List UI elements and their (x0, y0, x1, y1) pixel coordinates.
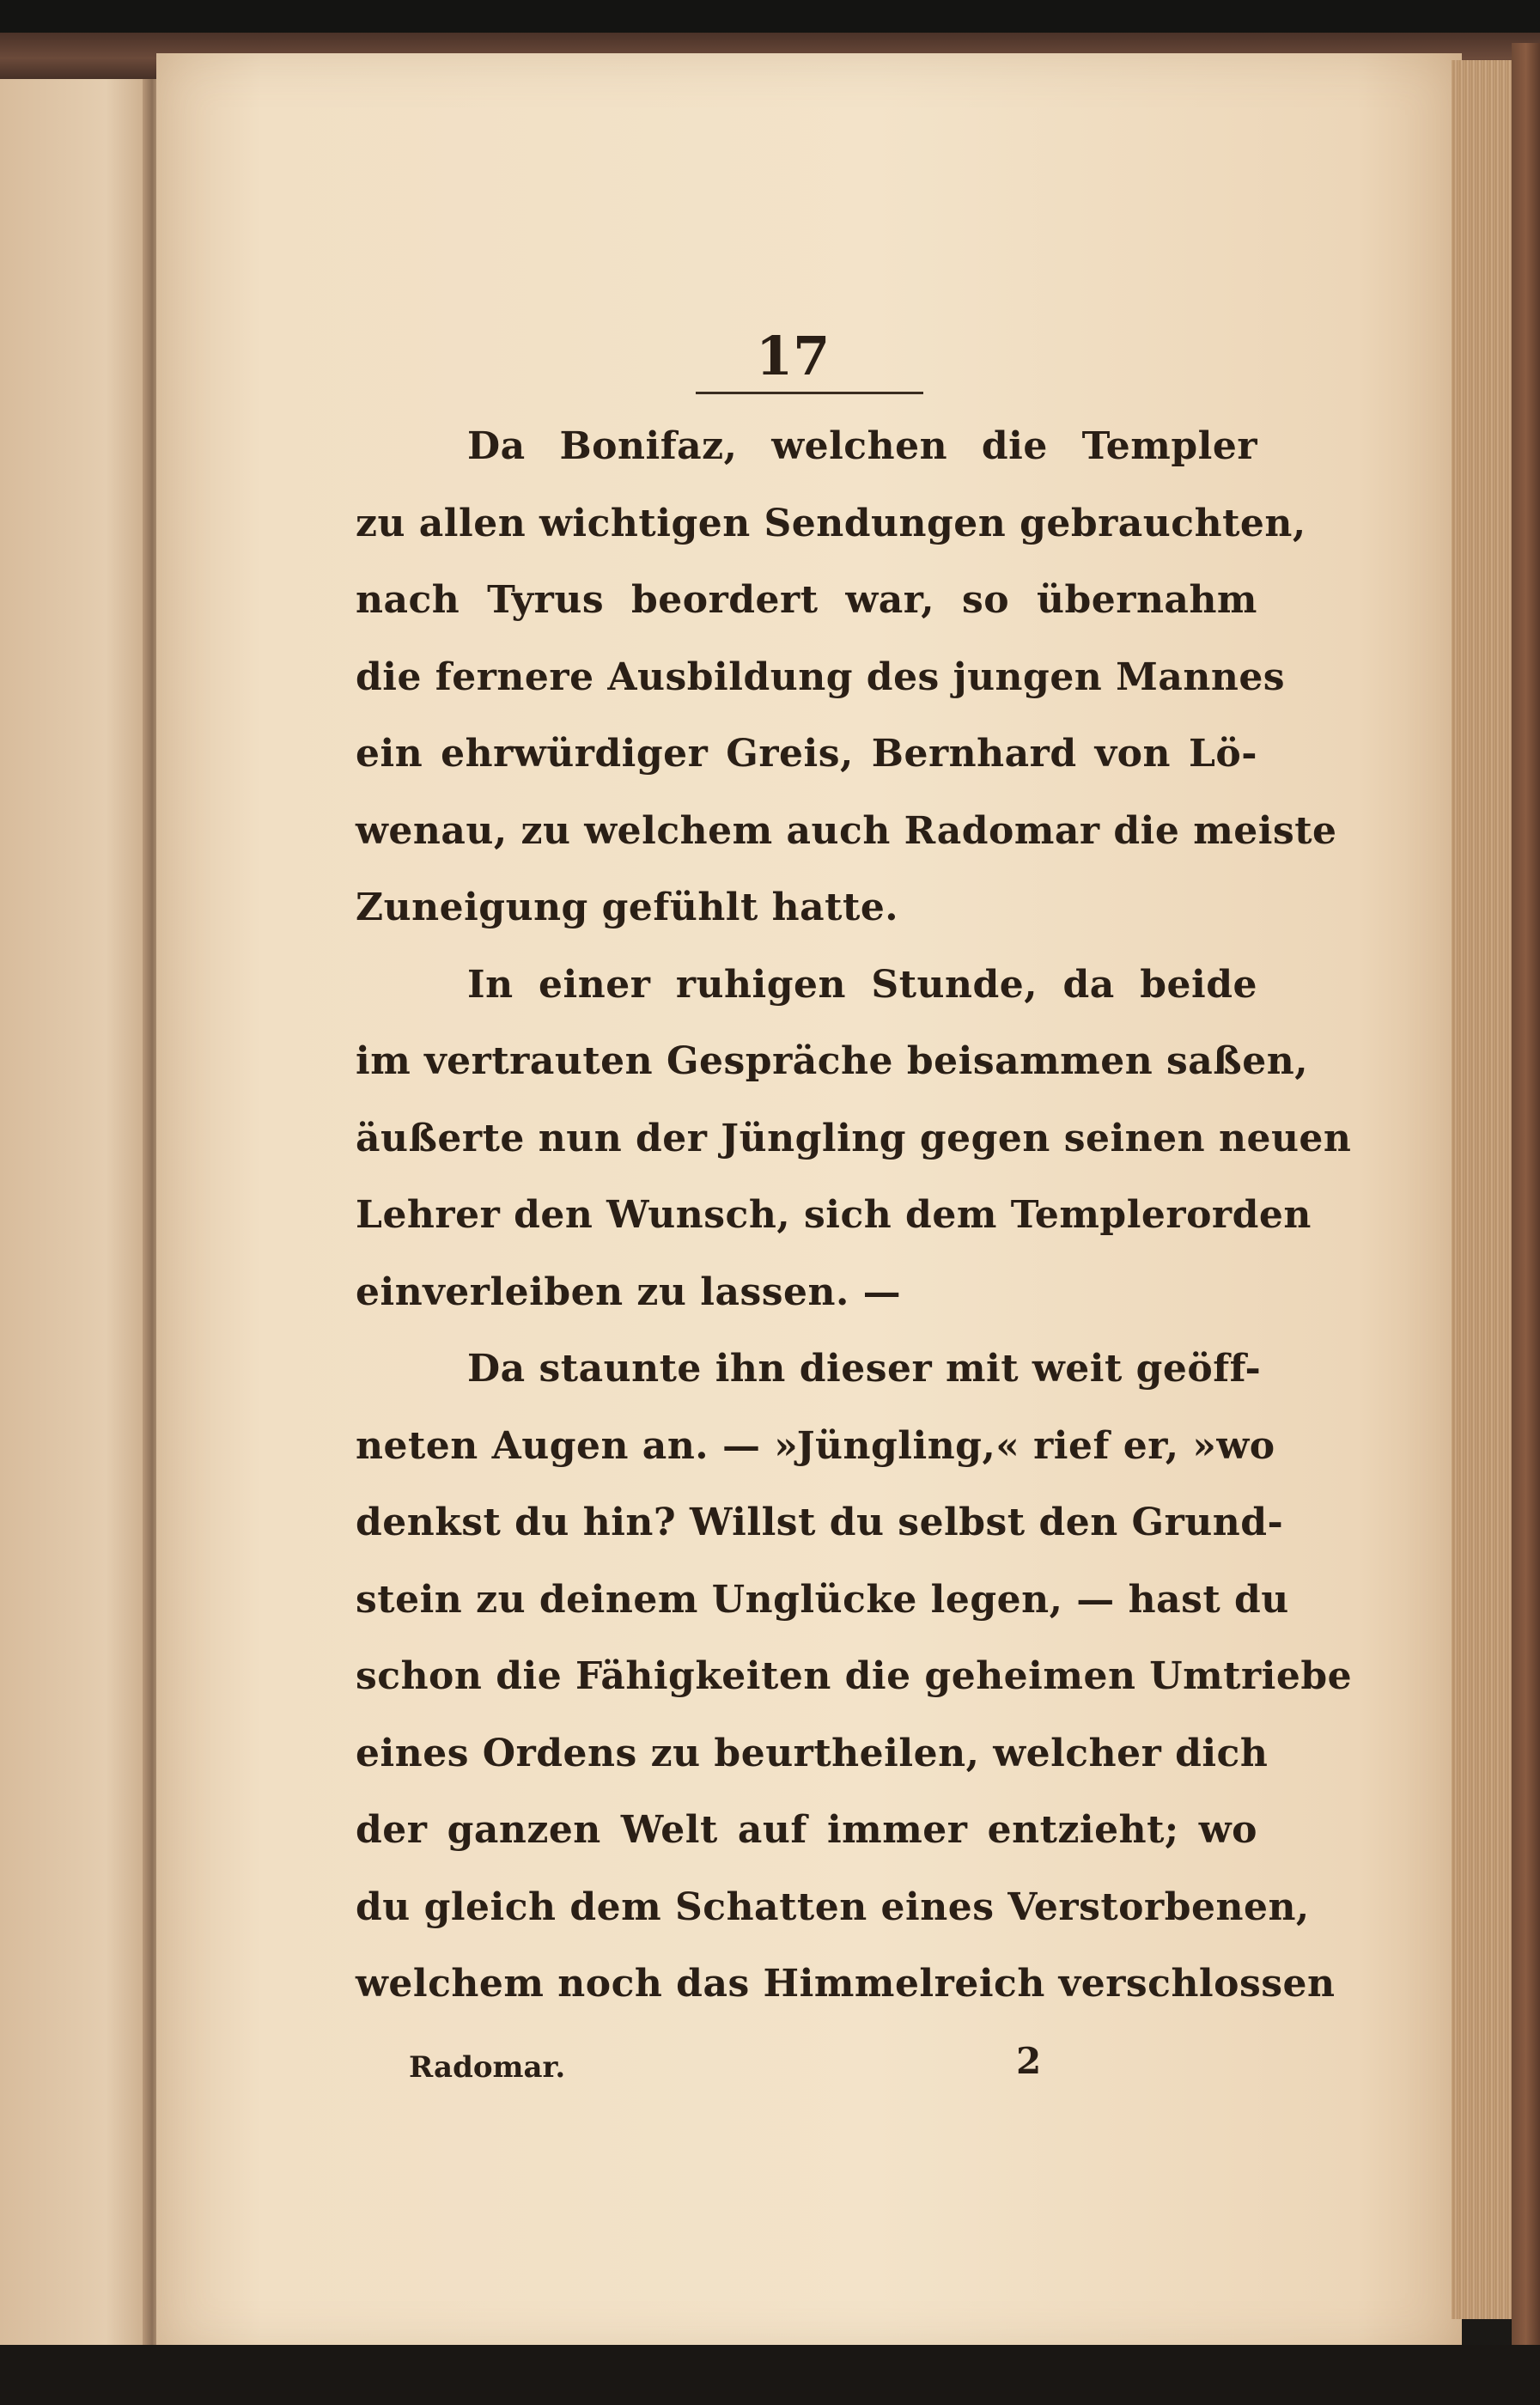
page-number-rule (696, 392, 923, 394)
book-cover-edge (1512, 43, 1540, 2362)
text-line: In einer ruhigen Stunde, da beide (467, 962, 1257, 1007)
text-line: Lehrer den Wunsch, sich dem Templerorden (356, 1193, 1312, 1237)
text-line: Da staunte ihn dieser mit weit geöff- (467, 1347, 1262, 1391)
page-number: 17 (756, 325, 831, 387)
page-edges (1452, 60, 1513, 2319)
text-line: die fernere Ausbildung des jungen Mannes (356, 655, 1286, 699)
text-line: einverleiben zu lassen. — (356, 1269, 902, 1314)
text-line: Da Bonifaz, welchen die Templer (467, 424, 1257, 468)
text-line: im vertrauten Gespräche beisammen saßen, (356, 1039, 1309, 1083)
text-line: denkst du hin? Willst du selbst den Grund- (356, 1501, 1284, 1544)
text-line: ein ehrwürdiger Greis, Bernhard von Lö- (356, 732, 1257, 776)
text-line: stein zu deinem Unglücke legen, — hast du (356, 1577, 1289, 1622)
left-page (0, 79, 151, 2355)
text-line: schon die Fähigkeiten die geheimen Umtriebe (356, 1654, 1353, 1698)
background-bottom (0, 2345, 1540, 2405)
signature-mark: Radomar. (409, 2050, 566, 2085)
text-line: nach Tyrus beordert war, so übernahm (356, 578, 1257, 622)
text-line: äußerte nun der Jüngling gegen seinen neuen (356, 1116, 1352, 1160)
text-line: welchem noch das Himmelreich verschlossen (356, 1962, 1336, 2006)
text-line: wenau, zu welchem auch Radomar die meiste (356, 808, 1337, 853)
text-line: eines Ordens zu beurtheilen, welcher dich (356, 1731, 1269, 1775)
text-line: der ganzen Welt auf immer entzieht; wo (356, 1808, 1257, 1852)
text-line: Zuneigung gefühlt hatte. (356, 886, 899, 929)
signature-number: 2 (1016, 2040, 1042, 2082)
text-line: neten Augen an. — »Jüngling,« rief er, »wo (356, 1423, 1275, 1468)
text-line: du gleich dem Schatten eines Verstorbenen, (356, 1884, 1310, 1929)
body-text (356, 408, 1353, 2023)
text-line: zu allen wichtigen Sendungen gebrauchten, (356, 501, 1306, 545)
